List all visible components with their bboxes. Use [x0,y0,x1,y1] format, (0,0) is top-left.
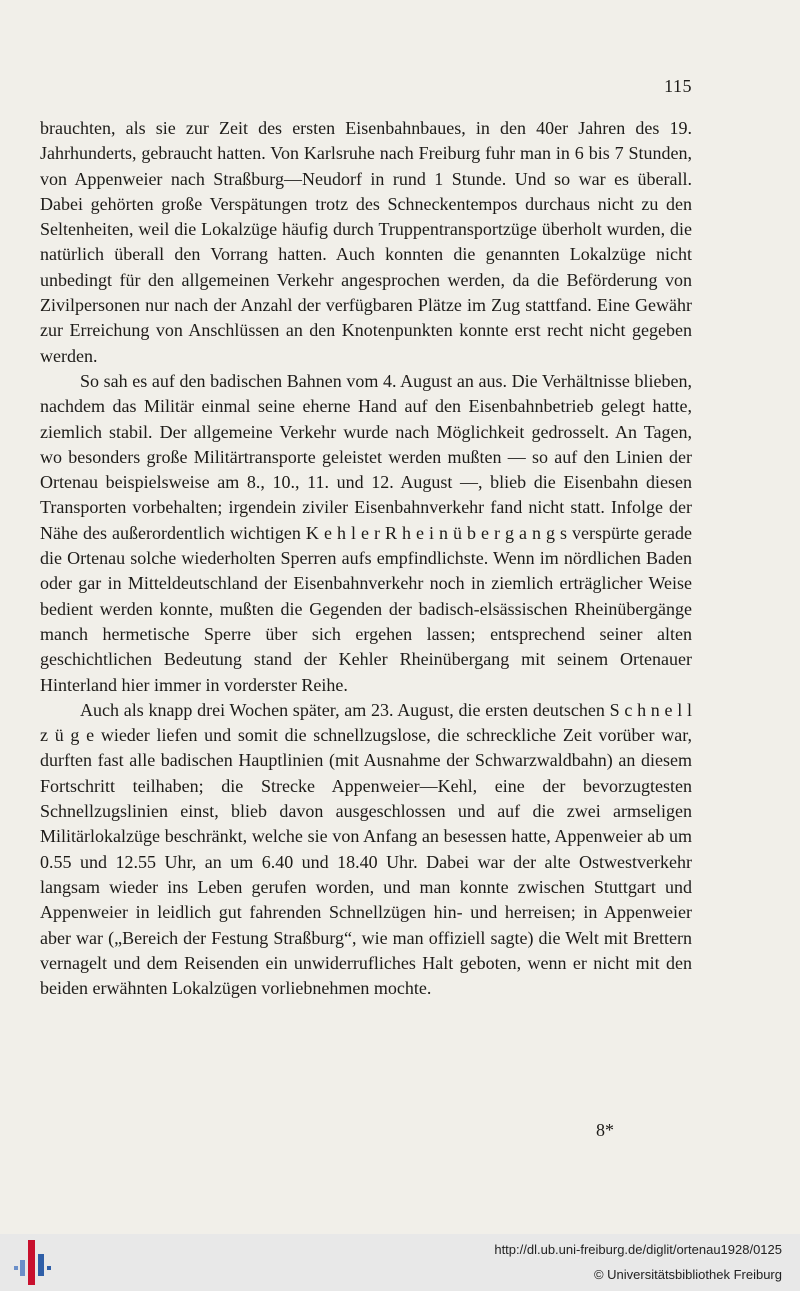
page-number: 115 [664,76,692,96]
body-text [40,116,692,1001]
paragraph-2: So sah es auf den badischen Bahnen vom 4. August an aus. Die Verhältnisse blieben, nachdem das Militär einmal seine eherne Hand auf den Eisenbahnbetrieb gelegt hatte, ziemlich stabil. Der allgemeine Verkehr wurde nach Möglichkeit gedrosselt. An Tagen, wo besonders große Militärtransporte geleistet werden mußten — so auf den Linien der Ortenau beispielsweise am 8., 10., 11. und 12. August —, blieb die Eisenbahn diesen Transporten vorbehalten; irgendein ziviler Eisenbahnverkehr fand nicht statt. Infolge der Nähe des außerordentlich wichtigen K e h l e r R h e i n ü b e r g a n g s verspürte gerade die Ortenau solche wiederholten Sperren aufs empfindlichste. Wenn im nördlichen Baden oder gar in Mitteldeutschland der Eisenbahnverkehr noch in ziemlich erträglicher Weise bedient werden konnte, mußten die Gegenden der badisch-elsässischen Rheinübergänge manch hermetische Sperre über sich ergehen lassen; entsprechend seiner alten geschichtlichen Bedeutung stand der Kehler Rheinübergang mit seinem Ortenauer Hinterland hier immer in vorderster Reihe. [40,370,692,695]
footer-bar [0,1234,800,1291]
paragraph-1: brauchten, als sie zur Zeit des ersten Eisenbahnbaues, in den 40er Jahren des 19. Jahrhunderts, gebraucht hatten. Von Karlsruhe nach Freiburg fuhr man in 6 bis 7 Stunden, von Appenweier nach Straßburg—Neudorf in rund 1 Stunde. Und so war es überall. Dabei gehörten große Verspätungen trotz des Schneckentempos durchaus nicht zu den Seltenheiten, weil die Lokalzüge häufig durch Truppentransportzüge überholt wurden, die natürlich überall den Vorrang hatten. Auch konnten die genannten Lokalzüge nicht unbedingt für den allgemeinen Verkehr angesprochen werden, da die Beförderung von Zivilpersonen nur nach der Anzahl der verfügbaren Plätze im Zug stattfand. Eine Gewähr zur Erreichung von Anschlüssen an den Knotenpunkten konnte erst recht nicht gegeben werden. [40,118,692,366]
paragraph-3: Auch als knapp drei Wochen später, am 23. August, die ersten deutschen S c h n e l l z ü g e wieder liefen und somit die schnellzugslose, die schreckliche Zeit vorüber war, durften fast alle badischen Hauptlinien (mit Ausnahme der Schwarzwaldbahn) an diesem Fortschritt teilhaben; die Strecke Appenweier—Kehl, eine der bevorzugtesten Schnellzugslinien einst, blieb davon ausgeschlossen und auf die zwei armseligen Militärlokalzüge beschränkt, welche sie von Anfang an besessen hatte, Appenweier ab um 0.55 und 12.55 Uhr, an um 6.40 und 18.40 Uhr. Dabei war der alte Ostwestverkehr langsam wieder ins Leben gerufen worden, und man konnte zwischen Stuttgart und Appenweier in leidlich gut fahrenden Schnellzügen hin- und herreisen; in Appenweier aber war („Bereich der Festung Straßburg“, wie man offiziell sagte) die Welt mit Brettern vernagelt und dem Reisenden ein unwiderrufliches Halt geboten, wenn er nicht mit den beiden erwähnten Lokalzügen vorliebnehmen mochte. [40,699,692,999]
signature-mark: 8* [596,1120,614,1140]
ub-freiburg-logo-icon [14,1240,54,1285]
source-url-link[interactable]: http://dl.ub.uni-freiburg.de/diglit/ortenau1928/0125 [494,1242,782,1257]
copyright-text: © Universitätsbibliothek Freiburg [593,1267,782,1282]
